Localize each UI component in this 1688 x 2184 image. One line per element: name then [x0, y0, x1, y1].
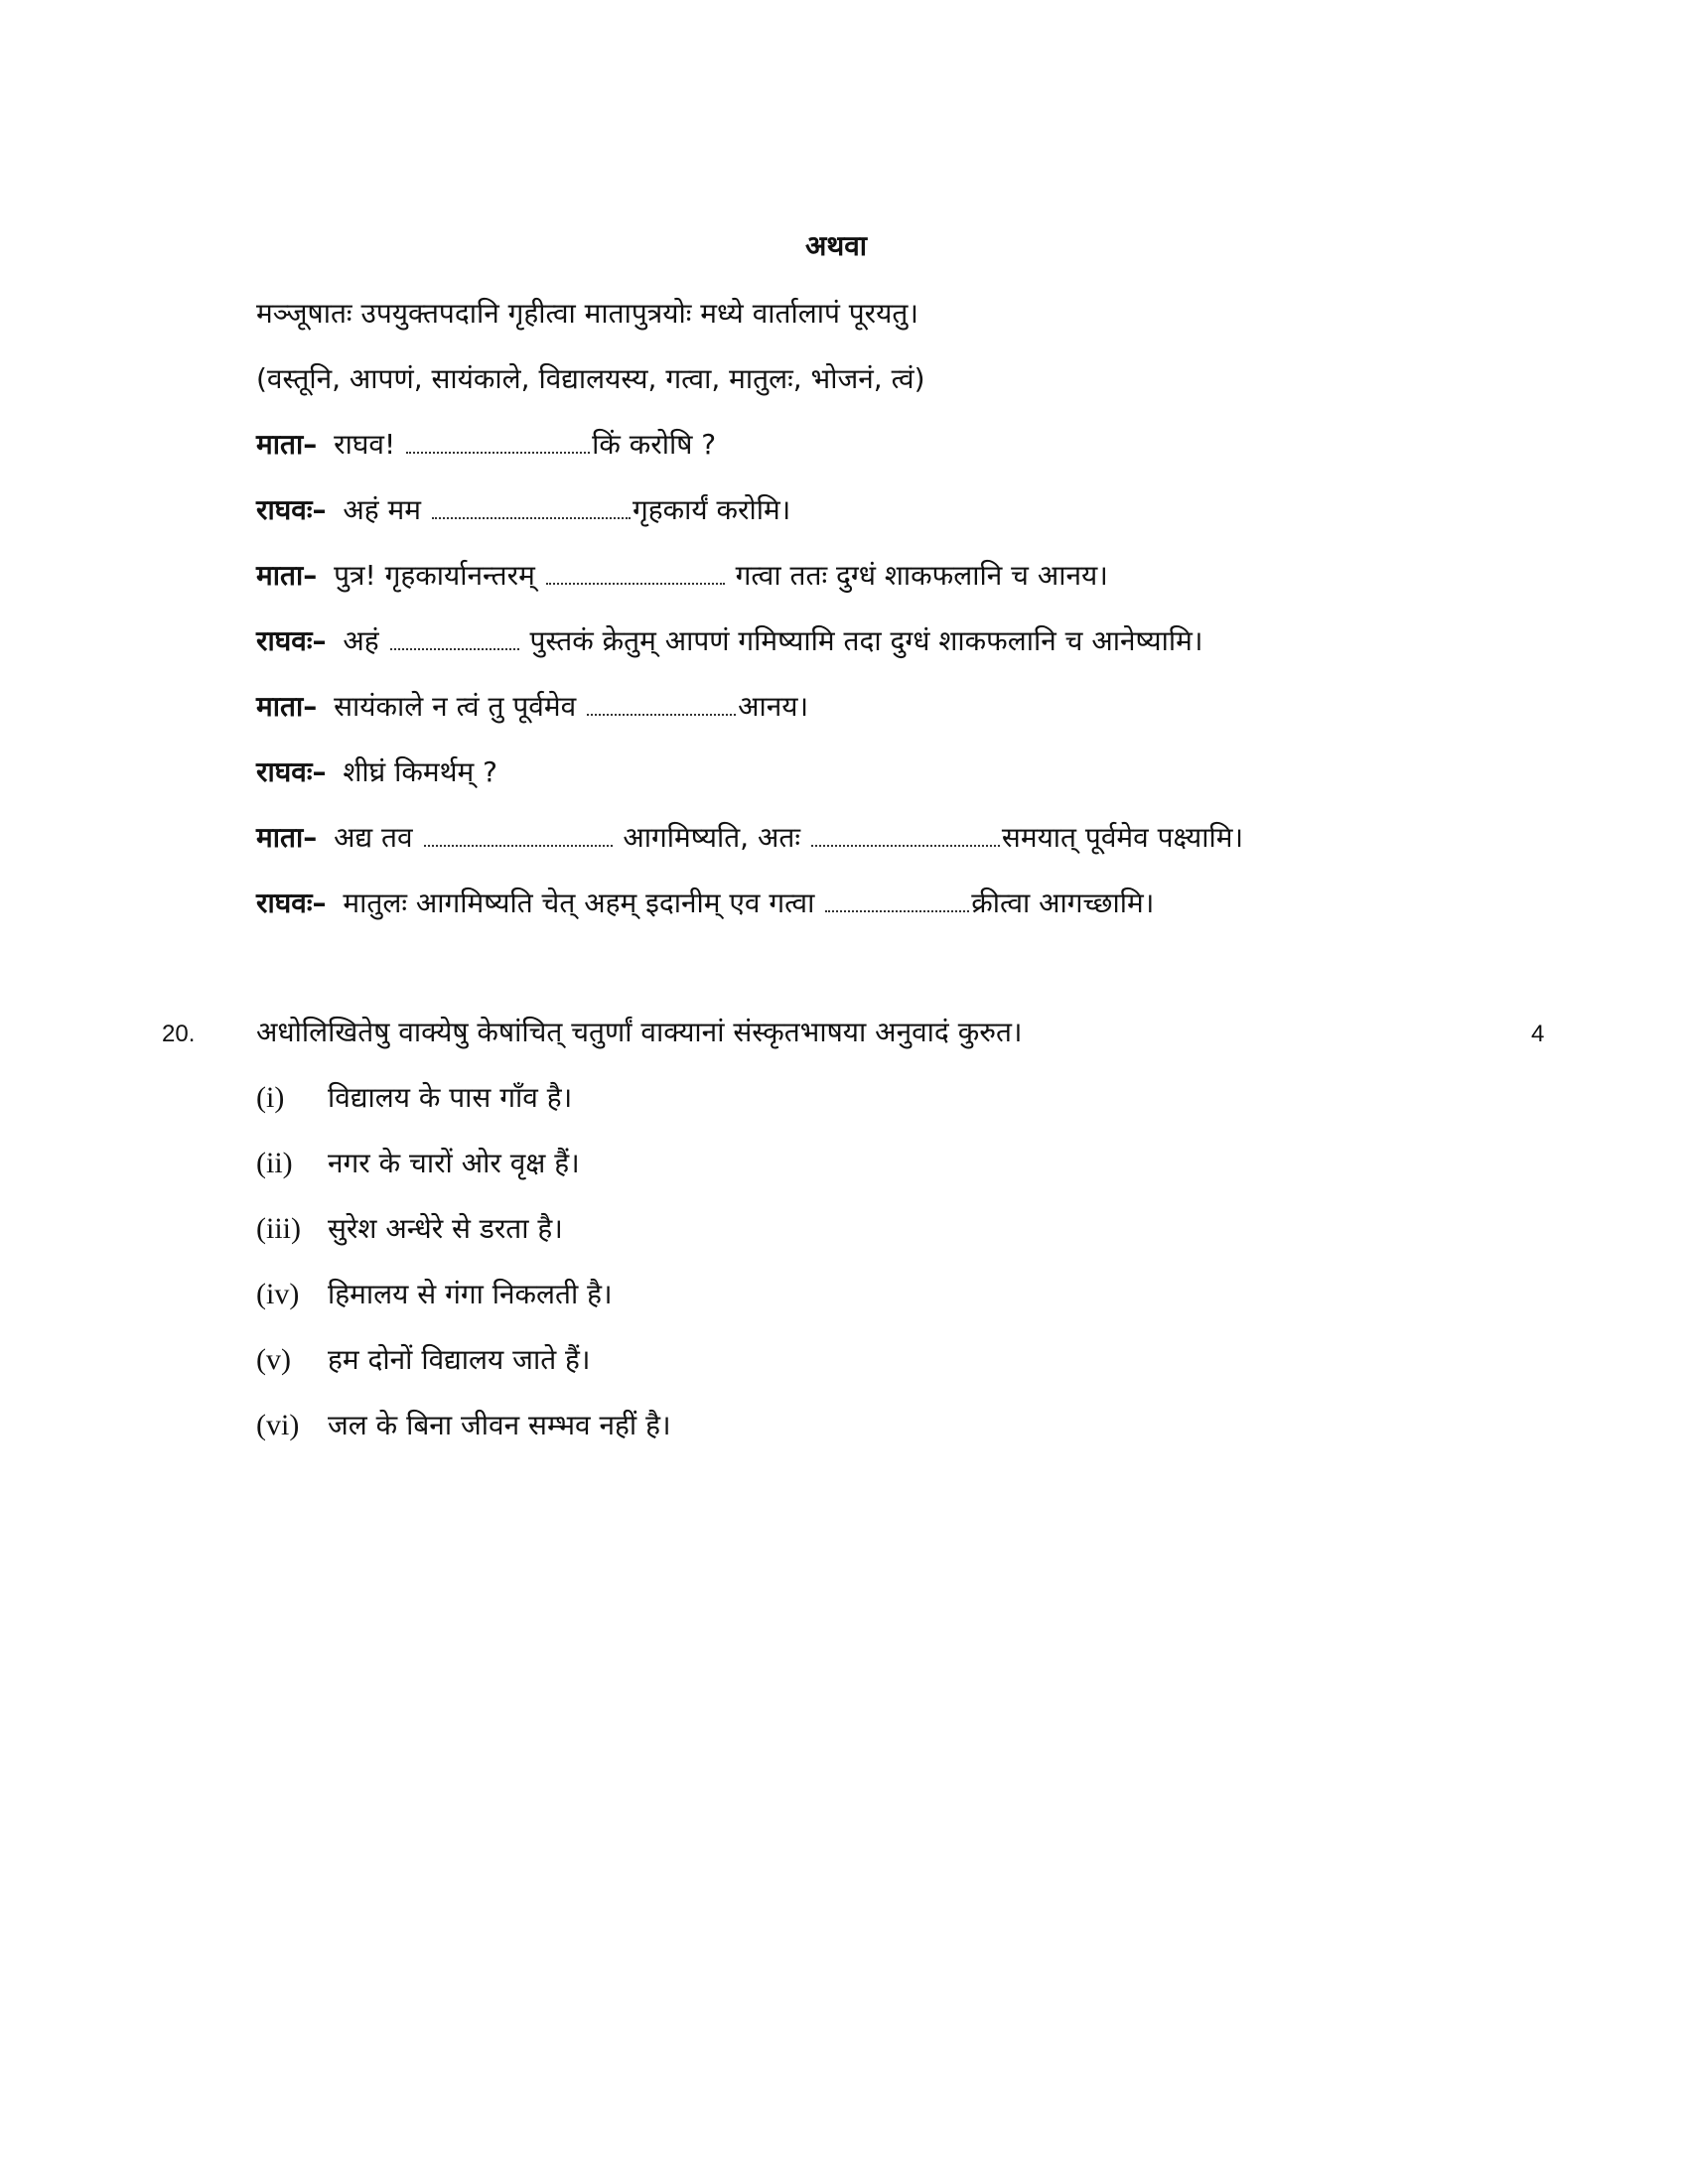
dash: –: [312, 887, 327, 919]
item-label: (iii): [256, 1212, 301, 1245]
section-heading: [0, 226, 1688, 264]
dash: –: [303, 690, 318, 723]
item-text: विद्यालय के पास गाँव है।: [328, 1081, 573, 1114]
speaker-name: राघवः: [256, 493, 313, 526]
dialogue-text: गृहकार्यं करोमि।: [632, 493, 791, 526]
question-text: अधोलिखितेषु वाक्येषु केषांचित् चतुर्णां वाक्यानां संस्कृतभाषया अनुवादं कुरुत।: [256, 1016, 1023, 1048]
dialogue-text: पुस्तकं क्रेतुम् आपणं गमिष्यामि तदा दुग्धं शाकफलानि च आनेष्यामि।: [529, 624, 1203, 657]
dialogue-text: राघव!: [334, 428, 396, 461]
speaker-name: राघवः: [256, 887, 313, 919]
dialogue-text: पुत्र! गृहकार्यानन्तरम्: [334, 559, 535, 592]
item-text: सुरेश अन्धेरे से डरता है।: [328, 1212, 563, 1245]
dash: –: [312, 755, 327, 788]
instruction-text: मञ्जूषातः उपयुक्तपदानि गृहीत्वा मातापुत्रयोः मध्ये वार्तालापं पूरयतु।: [256, 297, 918, 330]
translation-item: [256, 1340, 591, 1380]
dialogue-text: अहं मम: [343, 493, 422, 526]
fill-blank[interactable]: [424, 823, 613, 847]
dialogue-text: सायंकाले न त्वं तु पूर्वमेव: [334, 690, 577, 723]
dialogue-text: गत्वा ततः दुग्धं शाकफलानि च आनय।: [735, 559, 1108, 592]
dialogue-text: क्रीत्वा आगच्छामि।: [971, 887, 1155, 919]
fill-blank[interactable]: [811, 823, 1000, 847]
fill-blank[interactable]: [390, 626, 519, 650]
dialogue-line: [256, 687, 808, 727]
dash: –: [303, 821, 318, 854]
speaker-name: माता: [256, 821, 304, 854]
dash: –: [312, 493, 327, 526]
word-box-line: [256, 359, 925, 399]
fill-blank[interactable]: [546, 561, 725, 585]
speaker-name: माता: [256, 690, 304, 723]
translation-item: [256, 1209, 563, 1249]
fill-blank[interactable]: [432, 495, 631, 519]
item-label: (ii): [256, 1147, 293, 1179]
dialogue-text: आगमिष्यति, अतः: [623, 821, 800, 854]
dialogue-text: मातुलः आगमिष्यति चेत् अहम् इदानीम् एव गत्वा: [343, 887, 815, 919]
item-label: (v): [256, 1343, 291, 1376]
dialogue-line: [256, 621, 1203, 661]
dialogue-line: [256, 490, 790, 530]
word-box-text: (वस्तूनि, आपणं, सायंकाले, विद्यालयस्य, गत्वा, मातुलः, भोजनं, त्वं): [256, 362, 925, 395]
dialogue-line: [256, 884, 1154, 923]
dialogue-line: [256, 556, 1108, 596]
translation-item: [256, 1275, 613, 1314]
dash: –: [303, 559, 318, 592]
speaker-name: माता: [256, 428, 304, 461]
translation-item: [256, 1078, 572, 1118]
item-label: (iv): [256, 1278, 300, 1310]
fill-blank[interactable]: [587, 692, 736, 716]
item-text: हम दोनों विद्यालय जाते हैं।: [328, 1343, 591, 1376]
dialogue-line: [256, 425, 716, 465]
item-label: (vi): [256, 1409, 300, 1441]
heading-text: अथवा: [804, 229, 868, 262]
dialogue-text: शीघ्रं किमर्थम् ?: [343, 755, 498, 788]
translation-item: [256, 1406, 671, 1445]
dialogue-text: अहं: [343, 624, 379, 657]
dialogue-line: [256, 818, 1243, 858]
translation-item: [256, 1144, 580, 1183]
dash: –: [312, 624, 327, 657]
item-label: (i): [256, 1081, 285, 1114]
question-number: 20.: [162, 1021, 196, 1047]
question-marks: 4: [1531, 1021, 1545, 1047]
item-text: नगर के चारों ओर वृक्ष हैं।: [328, 1147, 580, 1179]
dash: –: [303, 428, 318, 461]
question-text-line: [256, 1013, 1023, 1052]
item-text: हिमालय से गंगा निकलती है।: [328, 1278, 613, 1310]
dialogue-text: समयात् पूर्वमेव पक्ष्यामि।: [1001, 821, 1244, 854]
dialogue-line: [256, 752, 497, 792]
instruction-line: [256, 294, 918, 334]
dialogue-text: आनय।: [738, 690, 809, 723]
fill-blank[interactable]: [825, 888, 969, 912]
speaker-name: माता: [256, 559, 304, 592]
dialogue-text: किं करोषि ?: [592, 428, 717, 461]
item-text: जल के बिना जीवन सम्भव नहीं है।: [328, 1409, 671, 1441]
fill-blank[interactable]: [406, 430, 590, 454]
speaker-name: राघवः: [256, 624, 313, 657]
dialogue-text: अद्य तव: [334, 821, 413, 854]
speaker-name: राघवः: [256, 755, 313, 788]
